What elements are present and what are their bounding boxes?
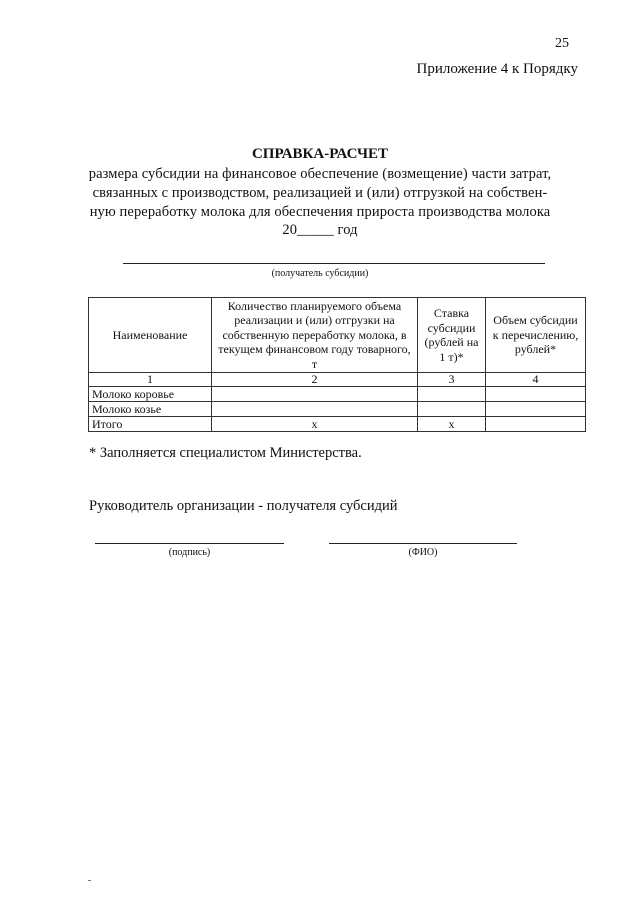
column-header-rate: Ставка субсидии (рублей на 1 т)* <box>418 298 486 373</box>
row-quantity <box>212 387 418 402</box>
table-row <box>89 402 586 417</box>
subsidy-table <box>88 297 586 432</box>
column-number: 2 <box>212 373 418 387</box>
table-row <box>89 387 586 402</box>
row-amount <box>486 402 586 417</box>
row-amount <box>486 387 586 402</box>
column-number: 4 <box>486 373 586 387</box>
row-amount <box>486 417 586 432</box>
column-header-amount: Объем субсидии к перечислению, рублей* <box>486 298 586 373</box>
subtitle-line-2: связанных с производством, реализацией и (или) отгрузкой на собствен- <box>92 185 548 201</box>
subtitle-line-3: ную переработку молока для обеспечения прироста производства молока <box>89 204 551 220</box>
row-quantity: х <box>212 417 418 432</box>
subtitle-line-1: размера субсидии на финансовое обеспечение (возмещение) части затрат, <box>88 166 552 182</box>
organization-head-label: Руководитель организации - получателя субсидий <box>89 498 398 514</box>
row-name: Молоко коровье <box>89 387 212 402</box>
signature-fill-line <box>95 543 284 544</box>
column-number: 1 <box>89 373 212 387</box>
column-number: 3 <box>418 373 486 387</box>
footnote: * Заполняется специалистом Министерства. <box>89 445 362 461</box>
document-title: СПРАВКА-РАСЧЕТ <box>251 146 389 162</box>
name-caption: (ФИО) <box>408 547 438 558</box>
table-row-total <box>89 417 586 432</box>
page-number: 25 <box>555 36 569 51</box>
appendix-label: Приложение 4 к Порядку <box>416 61 578 77</box>
name-fill-line <box>329 543 517 544</box>
row-name: Итого <box>89 417 212 432</box>
table-header-row <box>89 298 586 373</box>
scan-artifact <box>88 880 91 881</box>
year-line: 20_____ год <box>282 222 358 238</box>
row-rate <box>418 387 486 402</box>
signature-caption: (подпись) <box>168 547 211 558</box>
row-quantity <box>212 402 418 417</box>
recipient-caption: (получатель субсидии) <box>271 268 369 279</box>
column-header-quantity: Количество планируемого объема реализации и (или) отгрузки на собственную переработку молока, в текущем финансовом году товарного, т <box>212 298 418 373</box>
row-rate <box>418 402 486 417</box>
row-name: Молоко козье <box>89 402 212 417</box>
row-rate: х <box>418 417 486 432</box>
column-number-row <box>89 373 586 387</box>
column-header-name: Наименование <box>89 298 212 373</box>
recipient-fill-line <box>123 263 545 264</box>
